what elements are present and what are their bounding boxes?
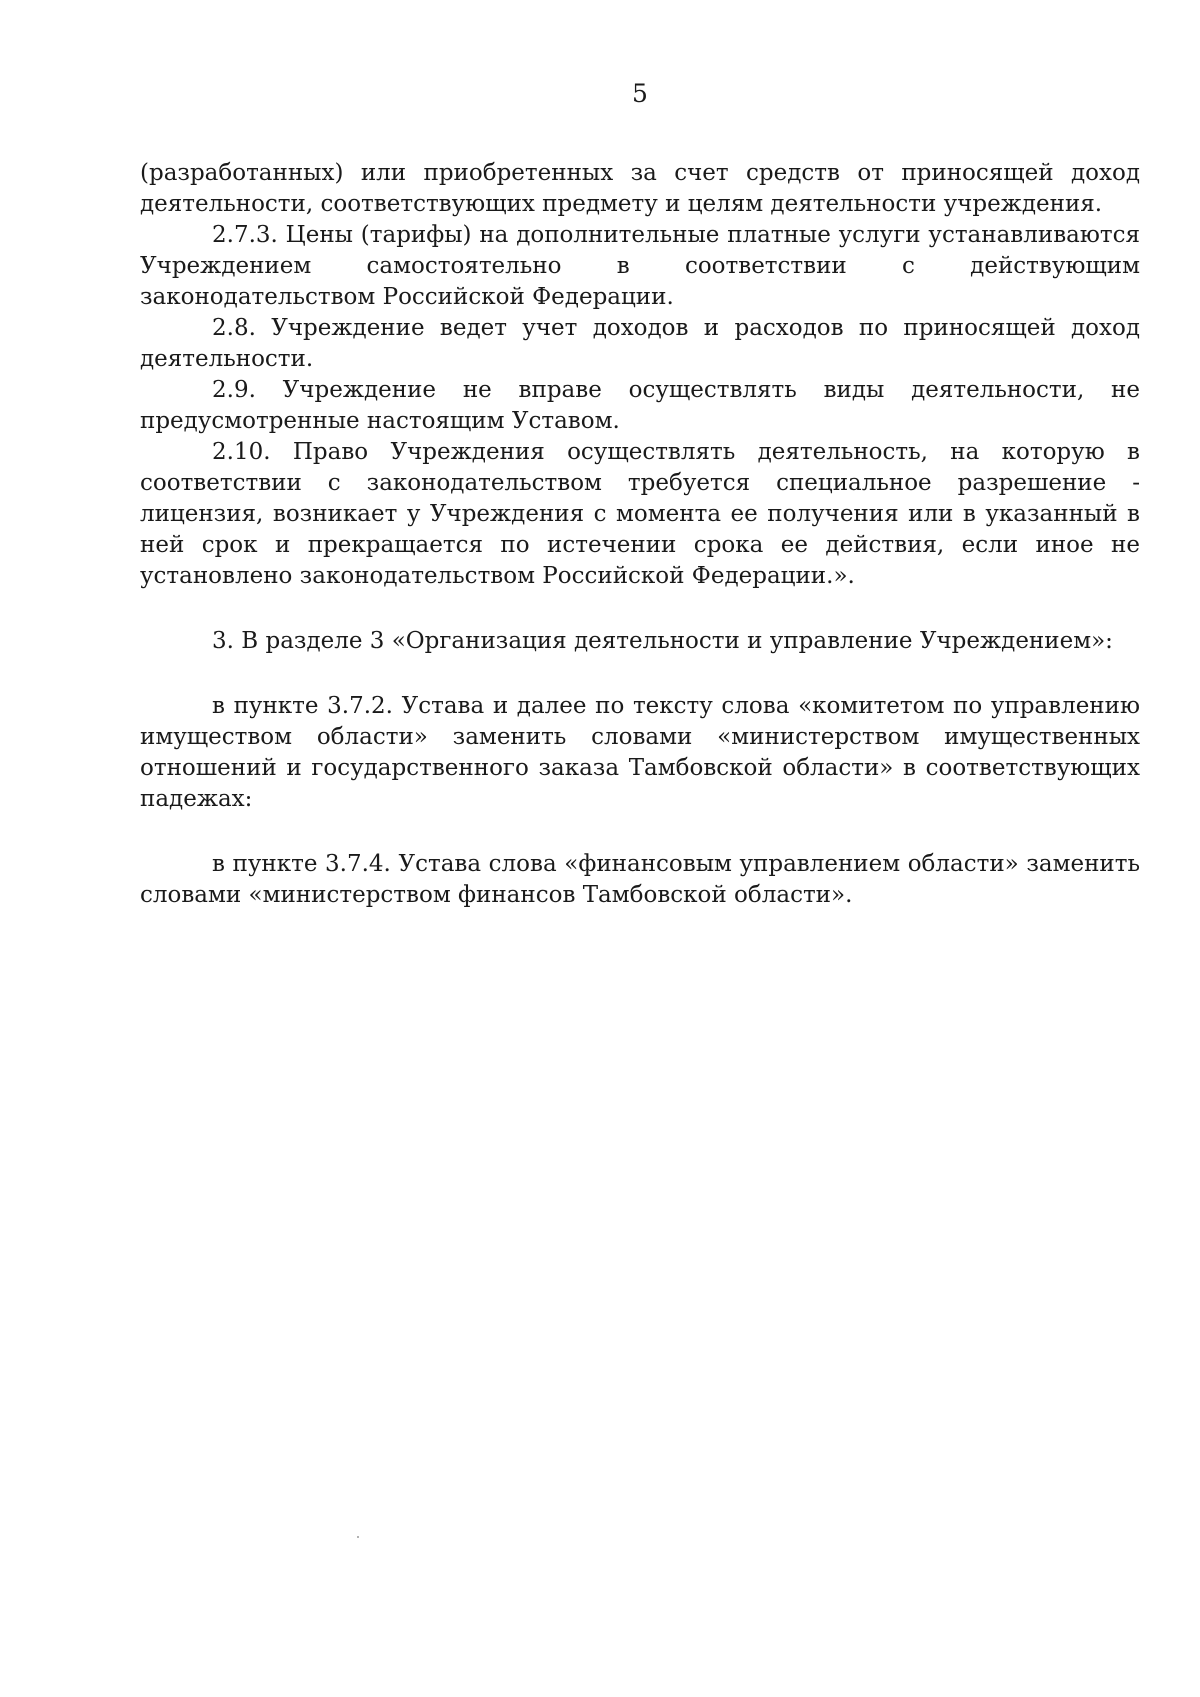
scan-artifact xyxy=(357,1536,359,1538)
section-3-heading: 3. В разделе 3 «Организация деятельности и управление Учреждением»: xyxy=(212,628,1113,654)
page-number: 5 xyxy=(632,79,648,108)
paragraph-2-10: 2.10. Право Учреждения осуществлять деятельность, на которую в соответствии с законодательством требуется специальное разрешение - лицензия, возникает у Учреждения с момента ее получения или в указанный в ней срок и прекращается по истечении срока ее действия, если иное не установлено законодательством Российской Федерации.». xyxy=(140,439,1140,589)
paragraph-3-7-2: в пункте 3.7.2. Устава и далее по тексту слова «комитетом по управлению имуществом области» заменить словами «министерством имущественных отношений и государственного заказа Тамбовской области» в соответствующих падежах: xyxy=(140,693,1140,812)
paragraph-2-7-3: 2.7.3. Цены (тарифы) на дополнительные платные услуги устанавливаются Учреждением самостоятельно в соответствии с действующим законодательством Российской Федерации. xyxy=(140,222,1140,310)
paragraph-continuation: (разработанных) или приобретенных за счет средств от приносящей доход деятельности, соответствующих предмету и целям деятельности учреждения. xyxy=(140,160,1140,217)
paragraph-2-9: 2.9. Учреждение не вправе осуществлять виды деятельности, не предусмотренные настоящим Уставом. xyxy=(140,377,1140,434)
paragraph-2-8: 2.8. Учреждение ведет учет доходов и расходов по приносящей доход деятельности. xyxy=(140,315,1140,372)
document-body xyxy=(140,158,1140,911)
paragraph-3-7-4: в пункте 3.7.4. Устава слова «финансовым управлением области» заменить словами «министерством финансов Тамбовской области». xyxy=(140,851,1140,908)
